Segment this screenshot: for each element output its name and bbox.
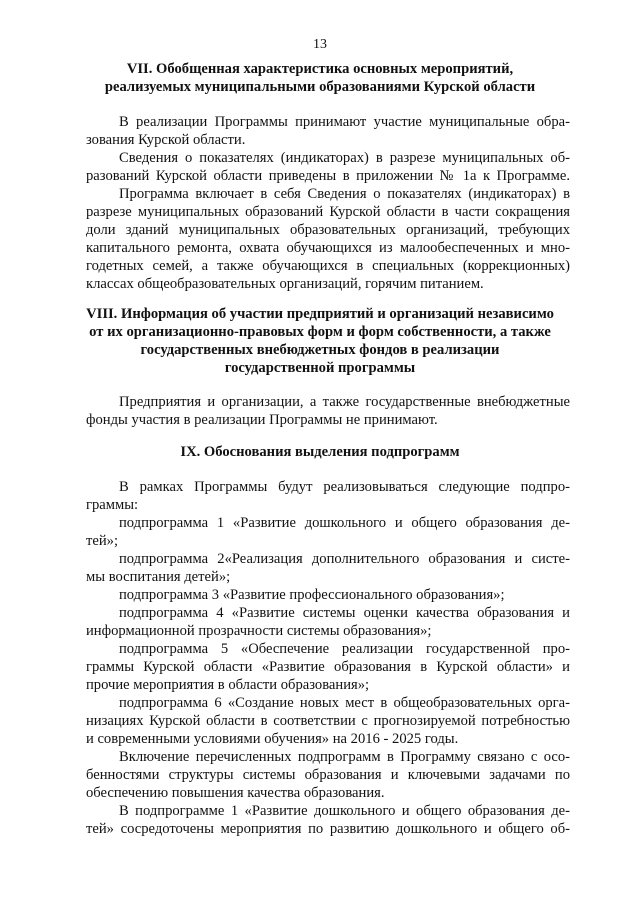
section-9-text-line: низациях Курской области в соответствии с прогнозируемой потребностью: [86, 713, 570, 729]
section-9-text-line: В подпрограмме 1 «Развитие дошкольного и общего образования де-: [119, 803, 570, 819]
section-9-text-line: подпрограмма 6 «Создание новых мест в общеобразовательных орга-: [119, 695, 570, 711]
section-9-text-line: Включение перечисленных подпрограмм в Программу связано с осо-: [119, 749, 570, 765]
section-7-text-line: Сведения о показателях (индикаторах) в разрезе муниципальных об-: [119, 150, 570, 166]
section-9-text-line: информационной прозрачности системы образования»;: [86, 623, 432, 639]
section-7-text-line: В реализации Программы принимают участие муниципальные обра-: [119, 114, 570, 130]
section-8-heading-line-3: государственных внебюджетных фондов в реализации: [140, 342, 500, 358]
section-9-text-line: подпрограмма 2«Реализация дополнительного образования и систе-: [119, 551, 570, 567]
section-7-text-line: Программа включает в себя Сведения о показателях (индикаторах) в: [119, 186, 570, 202]
section-7-heading-line-1: VII. Обобщенная характеристика основных мероприятий,: [126, 61, 514, 77]
section-8-text-line: фонды участия в реализации Программы не принимают.: [86, 412, 438, 428]
section-9-text-line: В рамках Программы будут реализовываться следующие подпро-: [119, 479, 570, 495]
section-9-text-line: подпрограмма 3 «Развитие профессионального образования»;: [119, 587, 505, 603]
section-9-text-line: обеспечению повышения качества образования.: [86, 785, 385, 801]
section-9-heading: IX. Обоснования выделения подпрограмм: [180, 444, 460, 460]
section-7-text-line: разрезе муниципальных образований Курской области в части сокращения: [86, 204, 570, 220]
section-9-text-line: подпрограмма 4 «Развитие системы оценки качества образования и: [119, 605, 570, 621]
section-9-text-line: граммы Курской области «Развитие образования в Курской области» и: [86, 659, 570, 675]
section-9-text-line: прочие мероприятия в области образования»;: [86, 677, 370, 693]
section-9-text-line: граммы:: [86, 497, 139, 513]
section-9-text-line: бенностями структуры системы образования и ключевыми задачами по: [86, 767, 570, 783]
section-8-heading-line-1: VIII. Информация об участии предприятий и организаций независимо: [86, 306, 554, 322]
section-9-text-line: подпрограмма 1 «Развитие дошкольного и общего образования де-: [119, 515, 570, 531]
section-7-text-line: классах общеобразовательных организаций, горячим питанием.: [86, 276, 484, 292]
section-9-text-line: мы воспитания детей»;: [86, 569, 231, 585]
section-9-text-line: и современными условиями обучения» на 2016 - 2025 годы.: [86, 731, 459, 747]
section-7-text-line: годетных семей, а также обучающихся в специальных (коррекционных): [86, 258, 570, 274]
section-9-text-line: тей» сосредоточены мероприятия по развитию дошкольного и общего об-: [86, 821, 570, 837]
section-7-text-line: зования Курской области.: [86, 132, 246, 148]
section-9-text-line: подпрограмма 5 «Обеспечение реализации государственной про-: [119, 641, 570, 657]
section-8-heading-line-4: государственной программы: [224, 360, 416, 376]
section-7-text-line: разований Курской области приведены в приложении № 1а к Программе.: [86, 168, 570, 184]
section-7-text-line: капитального ремонта, охвата обучающихся из малообеспеченных и мно-: [86, 240, 570, 256]
section-8-heading-line-2: от их организационно-правовых форм и форм собственности, а также: [89, 324, 551, 340]
section-7-heading-line-2: реализуемых муниципальными образованиями Курской области: [104, 79, 536, 95]
page-number: 13: [313, 37, 327, 52]
section-9-text-line: тей»;: [86, 533, 119, 549]
section-7-text-line: доли зданий муниципальных образовательных организаций, требующих: [86, 222, 570, 238]
section-8-text-line: Предприятия и организации, а также государственные внебюджетные: [119, 394, 570, 410]
